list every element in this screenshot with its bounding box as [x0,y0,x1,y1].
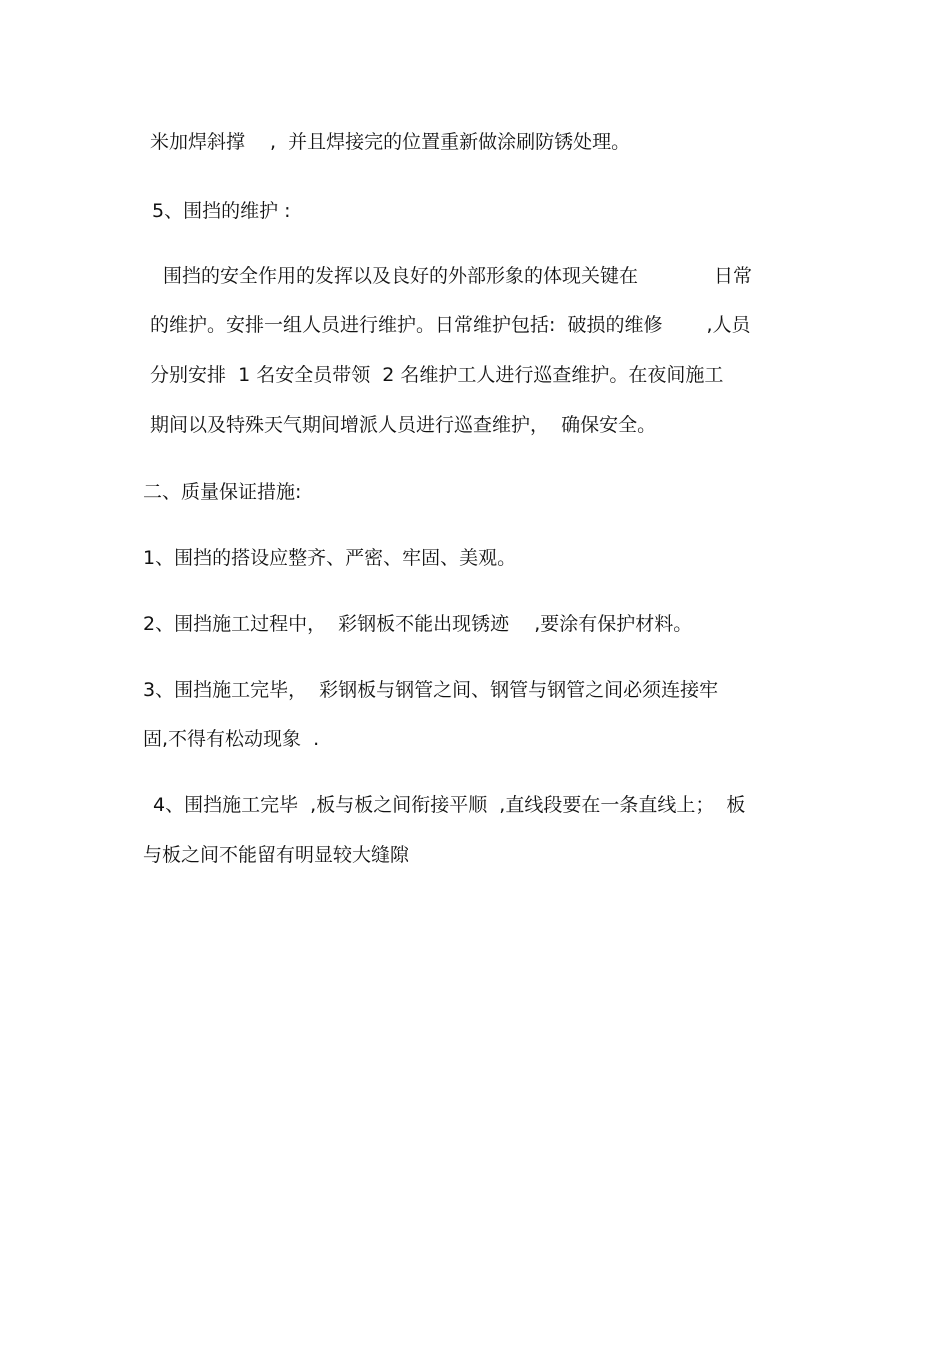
text-line-12: 4、围挡施工完毕 ,板与板之间衔接平顺 ,直线段要在一条直线上； 板 [153,794,746,816]
text-line-13: 与板之间不能留有明显较大缝隙 [143,844,410,866]
section-heading-maintenance: 5、围挡的维护 : [152,200,291,222]
text-line-4: 的维护。安排一组人员进行维护。日常维护包括: 破损的维修 ,人员 [150,314,751,336]
text-line-8: 1、围挡的搭设应整齐、严密、牢固、美观。 [143,547,517,569]
text-line-6: 期间以及特殊天气期间增派人员进行巡查维护， 确保安全。 [150,414,657,436]
text-line-5: 分别安排 1 名安全员带领 2 名维护工人进行巡查维护。在夜间施工 [150,364,724,386]
section-heading-quality: 二、质量保证措施: [143,481,302,503]
text-line-9: 2、围挡施工过程中， 彩钢板不能出现锈迹 ,要涂有保护材料。 [143,613,693,635]
text-line-3: 围挡的安全作用的发挥以及良好的外部形象的体现关键在 日常 [163,265,753,287]
text-line-10: 3、围挡施工完毕， 彩钢板与钢管之间、钢管与钢管之间必须连接牢 [143,679,719,701]
text-line-11: 固,不得有松动现象 . [143,728,320,750]
text-line-1: 米加焊斜撑 , 并且焊接完的位置重新做涂刷防锈处理。 [150,131,631,153]
